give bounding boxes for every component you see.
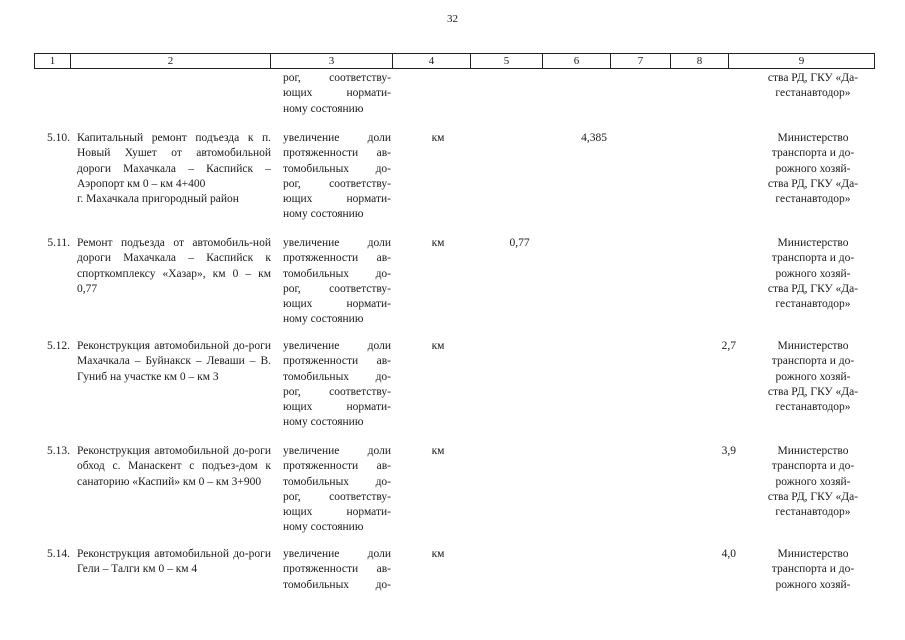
indicator-line: рог, соответству- <box>283 177 391 190</box>
measure-name: Реконструкция автомобильной до-роги Махачкала – Буйнакск – Леваши – В. Гуниб на участке км 0 – км 3 <box>77 340 271 383</box>
responsible-cell: ства РД, ГКУ «Да- гестанавтодор» <box>767 72 859 100</box>
indicator-line: увеличение доли <box>283 237 391 249</box>
indicator-line: протяженности ав- <box>283 147 391 160</box>
column-number: 1 <box>35 54 71 69</box>
value-col8: 2,7 <box>721 340 736 352</box>
indicator-cell <box>283 444 391 536</box>
indicator-line: протяженности ав- <box>283 563 391 576</box>
indicator-line: томобильных до- <box>283 578 391 591</box>
indicator-cell <box>283 339 391 431</box>
unit-cell: км <box>431 237 445 249</box>
indicator-line: ющих нормати- <box>283 87 391 100</box>
row-number: 5.10. <box>47 132 70 144</box>
value-col8: 4,0 <box>721 548 736 560</box>
column-number: 8 <box>671 54 729 69</box>
indicator-cell <box>283 547 391 593</box>
value-col8: 3,9 <box>721 445 736 457</box>
indicator-cell <box>283 71 391 117</box>
indicator-line: ному состоянию <box>283 521 364 534</box>
column-number: 3 <box>271 54 393 69</box>
measure-name: Капитальный ремонт подъезда к п. Новый Хушет от автомобильной дороги Махачкала – Каспийск – Аэропорт км 0 – км 4+400 г. Махачкала пригородный район <box>77 132 271 206</box>
unit-cell: км <box>431 132 445 144</box>
measure-name: Реконструкция автомобильной до-роги обход с. Манаскент с подъез-дом к санаторию «Каспий» км 0 – км 3+900 <box>77 445 271 488</box>
indicator-line: ному состоянию <box>283 313 364 326</box>
responsible-cell: Министерство транспорта и до- рожного хозяй- ства РД, ГКУ «Да- гестанавтодор» <box>767 237 859 311</box>
indicator-line: томобильных до- <box>283 267 391 280</box>
indicator-line: ющих нормати- <box>283 401 391 414</box>
column-number: 5 <box>471 54 543 69</box>
measure-name: Ремонт подъезда от автомобиль-ной дороги Махачкала – Каспийск к спорткомплексу «Хазар», км 0 – км 0,77 <box>77 237 271 295</box>
indicator-line: увеличение доли <box>283 445 391 457</box>
responsible-cell: Министерство транспорта и до- рожного хозяй- ства РД, ГКУ «Да- гестанавтодор» <box>767 445 859 519</box>
column-number: 9 <box>729 54 875 69</box>
indicator-line: ному состоянию <box>283 208 364 221</box>
row-number: 5.14. <box>47 548 70 560</box>
row-number: 5.12. <box>47 340 70 352</box>
page-number: 32 <box>447 13 458 25</box>
indicator-line: ному состоянию <box>283 102 364 115</box>
indicator-line: ющих нормати- <box>283 298 391 311</box>
column-number-header <box>34 53 875 69</box>
indicator-line: протяженности ав- <box>283 460 391 473</box>
column-number: 7 <box>611 54 671 69</box>
indicator-line: рог, соответству- <box>283 490 391 503</box>
unit-cell: км <box>431 548 445 560</box>
indicator-line: томобильных до- <box>283 475 391 488</box>
indicator-line: рог, соответству- <box>283 385 391 398</box>
column-number: 6 <box>543 54 611 69</box>
indicator-line: ющих нормати- <box>283 506 391 519</box>
responsible-cell: Министерство транспорта и до- рожного хозяй- ства РД, ГКУ «Да- гестанавтодор» <box>767 340 859 414</box>
value-col5: 0,77 <box>509 237 530 249</box>
unit-cell: км <box>431 340 445 352</box>
row-number: 5.13. <box>47 445 70 457</box>
indicator-line: ному состоянию <box>283 416 364 429</box>
column-number: 2 <box>71 54 271 69</box>
indicator-line: ющих нормати- <box>283 193 391 206</box>
indicator-line: увеличение доли <box>283 340 391 352</box>
measure-name: Реконструкция автомобильной до-роги Гели – Талги км 0 – км 4 <box>77 548 271 576</box>
value-col6: 4,385 <box>581 132 607 144</box>
indicator-line: протяженности ав- <box>283 252 391 265</box>
indicator-line: протяженности ав- <box>283 355 391 368</box>
indicator-cell <box>283 131 391 223</box>
indicator-line: увеличение доли <box>283 548 391 560</box>
column-number: 4 <box>393 54 471 69</box>
responsible-cell: Министерство транспорта и до- рожного хозяй- <box>771 548 855 591</box>
indicator-line: томобильных до- <box>283 162 391 175</box>
indicator-line: рог, соответству- <box>283 282 391 295</box>
responsible-cell: Министерство транспорта и до- рожного хозяй- ства РД, ГКУ «Да- гестанавтодор» <box>767 132 859 206</box>
indicator-line: рог, соответству- <box>283 72 391 84</box>
indicator-line: томобильных до- <box>283 370 391 383</box>
unit-cell: км <box>431 445 445 457</box>
indicator-cell <box>283 236 391 328</box>
indicator-line: увеличение доли <box>283 132 391 144</box>
row-number: 5.11. <box>47 237 70 249</box>
